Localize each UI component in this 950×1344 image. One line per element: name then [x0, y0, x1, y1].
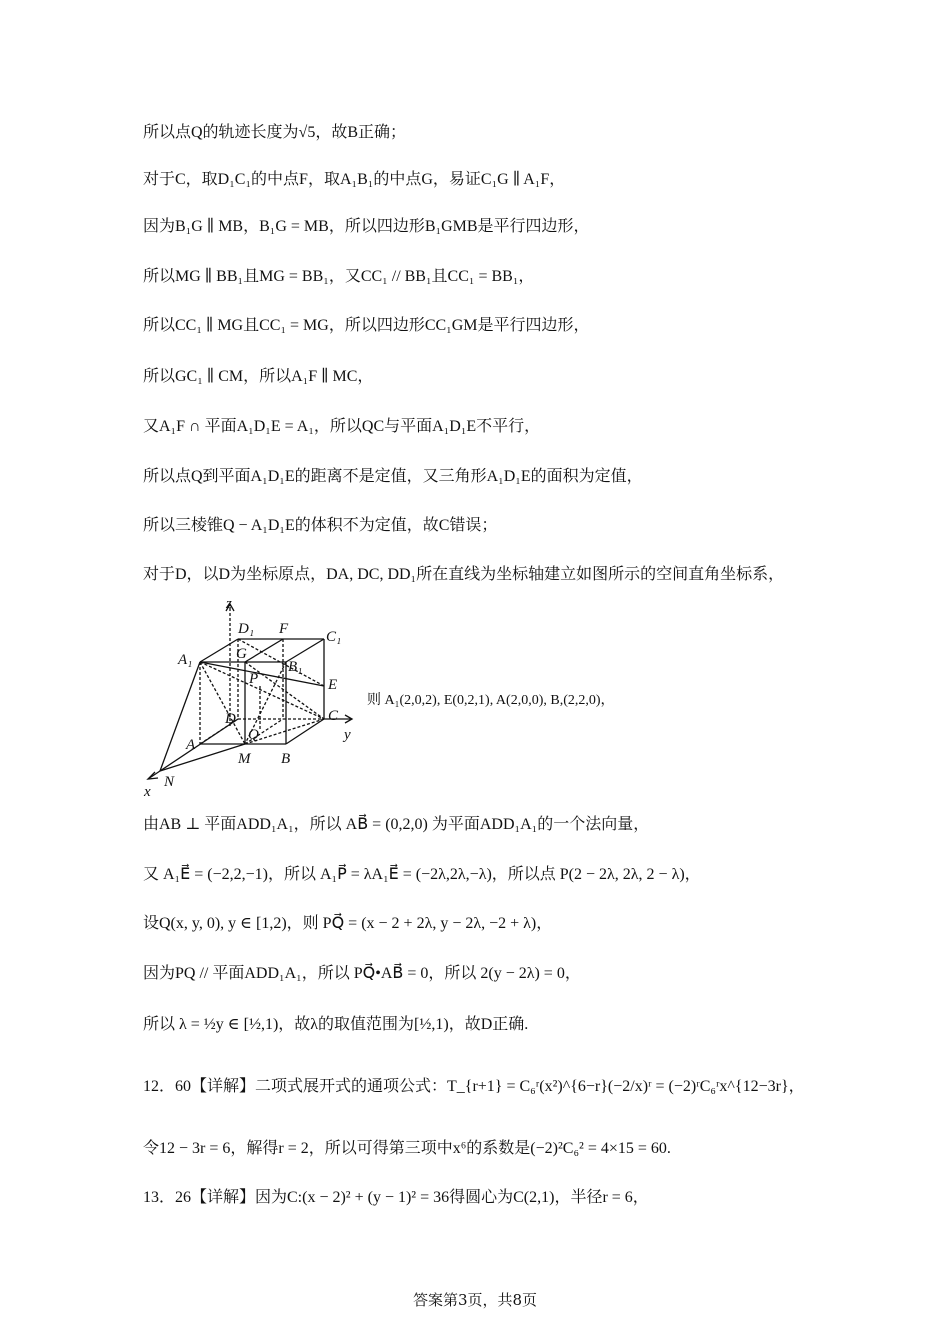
label-Q: Q — [248, 727, 259, 743]
text-line-12: 又 A₁E⃗ = (−2,2,−1)，所以 A₁P⃗ = λA₁E⃗ = (−2λ,2λ,−λ)，所以点 P(2 − 2λ, 2λ, 2 − λ)， — [143, 866, 701, 883]
text-line-9: 所以三棱锥Q − A₁D₁E的体积不为定值，故C错误； — [143, 517, 498, 534]
text-line-10: 对于D，以D为坐标原点，DA, DC, DD₁所在直线为坐标轴建立如图所示的空间直角坐标系， — [143, 566, 785, 583]
text-line-18: 13．26【详解】因为C:(x − 2)² + (y − 1)² = 36得圆心为C(2,1)，半径r = 6， — [143, 1189, 649, 1206]
text-line-7: 又A₁F ∩ 平面A₁D₁E = A₁，所以QC与平面A₁D₁E不平行， — [143, 418, 541, 435]
label-F: F — [279, 621, 289, 637]
text-line-6: 所以GC₁ ∥ CM，所以A₁F ∥ MC， — [143, 368, 374, 385]
label-A: A — [186, 737, 196, 753]
label-N: N — [164, 774, 175, 790]
label-G: G — [236, 646, 247, 662]
coordinate-figure — [130, 596, 360, 801]
label-C: C — [328, 708, 339, 724]
label-E: E — [328, 677, 338, 693]
text-line-13: 设Q(x, y, 0), y ∈ [1,2)，则 PQ⃗ = (x − 2 + 2λ, y − 2λ, −2 + λ)， — [143, 915, 553, 932]
text-line-17: 令12 − 3r = 6，解得r = 2，所以可得第三项中x⁶的系数是(−2)²C₆² = 4×15 = 60. — [143, 1140, 671, 1157]
label-D: D — [225, 711, 236, 727]
text-line-5: 所以CC₁ ∥ MG且CC₁ = MG，所以四边形CC₁GM是平行四边形， — [143, 317, 590, 334]
label-x: x — [144, 784, 151, 800]
text-line-3: 因为B₁G ∥ MB，B₁G = MB，所以四边形B₁GMB是平行四边形， — [143, 218, 590, 235]
label-A1: A₁ — [178, 652, 193, 668]
text-line-14: 因为PQ // 平面ADD₁A₁，所以 PQ⃗•AB⃗ = 0，所以 2(y − 2λ) = 0， — [143, 965, 581, 982]
text-line-16: 12．60【详解】二项式展开式的通项公式：T_{r+1} = C₆ʳ(x²)^{6−r}(−2/x)ʳ = (−2)ʳC₆ʳx^{12−3r}， — [143, 1078, 805, 1095]
label-y: y — [344, 727, 351, 743]
label-C1: C₁ — [326, 629, 342, 645]
text-line-2: 对于C，取D₁C₁的中点F，取A₁B₁的中点G，易证C₁G ∥ A₁F， — [143, 171, 566, 188]
cube-diagram — [130, 596, 360, 801]
text-line-15: 所以 λ = ½y ∈ [½,1)，故λ的取值范围为[½,1)，故D正确. — [143, 1016, 529, 1033]
text-line-1: 所以点Q的轨迹长度为√5，故B正确； — [143, 124, 407, 141]
text-line-11: 由AB ⊥ 平面ADD₁A₁，所以 AB⃗ = (0,2,0) 为平面ADD₁A₁的一个法向量， — [143, 816, 650, 833]
page-footer: 答案第3页，共8页 — [412, 1291, 538, 1309]
text-line-8: 所以点Q到平面A₁D₁E的距离不是定值，又三角形A₁D₁E的面积为定值， — [143, 468, 643, 485]
label-B1: B₁ — [288, 659, 303, 675]
text-line-4: 所以MG ∥ BB₁且MG = BB₁，又CC₁ // BB₁且CC₁ = BB₁， — [143, 268, 535, 285]
figure-caption: 则 A₁(2,0,2), E(0,2,1), A(2,0,0), B,(2,2,0)， — [367, 693, 615, 708]
label-z: z — [226, 596, 232, 612]
label-P: P — [249, 671, 259, 687]
label-D1: D₁ — [238, 621, 255, 637]
label-M: M — [238, 751, 251, 767]
label-B: B — [281, 751, 291, 767]
